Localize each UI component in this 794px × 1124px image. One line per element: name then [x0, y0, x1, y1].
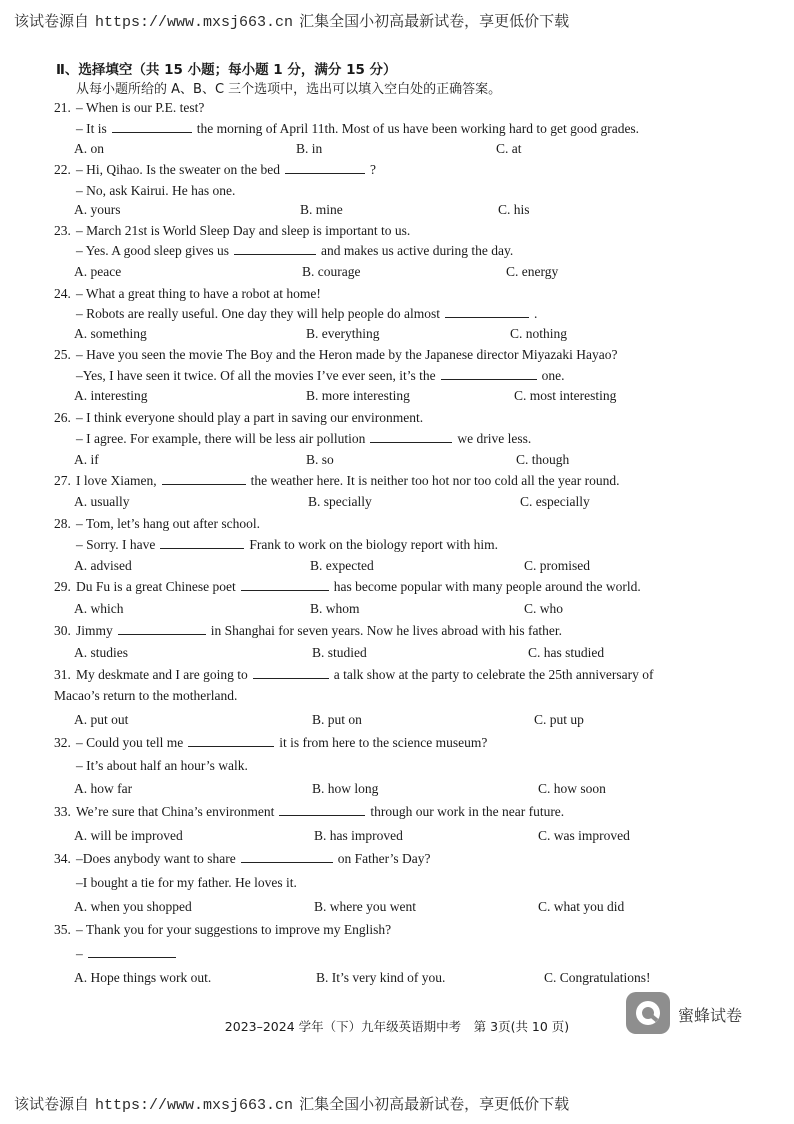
section-instruction: 从每小题所给的 A、B、C 三个选项中，选出可以填入空白处的正确答案。 [76, 82, 502, 97]
question-number: 23. [54, 223, 71, 238]
option-a[interactable]: A. Hope things work out. [74, 970, 212, 985]
q-logo-icon [626, 992, 670, 1034]
question-text: – It is [76, 121, 107, 136]
question-stem [54, 100, 204, 116]
question-text-after-blank: the morning of April 11th. Most of us have been working hard to get good grades. [196, 121, 640, 136]
question-stem [54, 223, 410, 239]
question-number: 24. [54, 286, 71, 301]
question-text: – I agree. For example, there will be less air pollution [76, 431, 366, 446]
option-a[interactable]: A. if [74, 452, 99, 467]
option-c[interactable]: C. promised [524, 558, 590, 573]
question-text: – Sorry. I have [76, 537, 156, 552]
question-line [76, 431, 531, 447]
question-stem [54, 347, 617, 363]
question-text: –Does anybody want to share [76, 851, 236, 866]
option-b[interactable]: B. put on [312, 712, 362, 727]
option-c[interactable]: C. how soon [538, 781, 606, 796]
question-stem [54, 922, 391, 938]
option-a[interactable]: A. usually [74, 494, 130, 509]
question-number: 29. [54, 579, 71, 594]
question-text-after-blank: Frank to work on the biology report with him. [249, 537, 498, 552]
answer-blank[interactable] [279, 804, 365, 816]
option-c[interactable]: C. especially [520, 494, 590, 509]
question-line [76, 121, 639, 137]
question-stem [54, 162, 376, 178]
question-text-after-blank: has become popular with many people around the world. [333, 579, 641, 594]
page-footer: 2023–2024 学年（下）九年级英语期中考 第 3页(共 10 页) [224, 1019, 570, 1034]
question-number: 22. [54, 162, 71, 177]
option-c[interactable]: C. energy [506, 264, 559, 279]
question-text: –I bought a tie for my father. He loves it. [76, 875, 297, 890]
option-a[interactable]: A. on [74, 141, 104, 156]
banner-prefix: 该试卷源自 [14, 12, 90, 30]
answer-blank[interactable] [285, 162, 365, 174]
question-number: 35. [54, 922, 71, 937]
question-text: – [76, 946, 83, 961]
option-a[interactable]: A. when you shopped [74, 899, 192, 914]
option-b[interactable]: B. specially [308, 494, 372, 509]
question-number: 31. [54, 667, 71, 682]
option-b[interactable]: B. so [306, 452, 334, 467]
question-text: – March 21st is World Sleep Day and sleep is important to us. [76, 223, 411, 238]
question-text-after-blank: in Shanghai for seven years. Now he lives abroad with his father. [210, 623, 563, 638]
option-b[interactable]: B. where you went [314, 899, 416, 914]
question-line [76, 537, 498, 553]
banner-url[interactable]: https://www.mxsj663.cn [95, 1097, 294, 1114]
option-b[interactable]: B. expected [310, 558, 374, 573]
question-number: 32. [54, 735, 71, 750]
answer-blank[interactable] [160, 537, 244, 549]
question-number: 30. [54, 623, 71, 638]
option-a[interactable]: A. advised [74, 558, 132, 573]
section-title: Ⅱ、选择填空（共 15 小题；每小题 1 分，满分 15 分） [56, 62, 397, 78]
answer-blank[interactable] [234, 243, 316, 255]
banner-prefix: 该试卷源自 [14, 1095, 90, 1113]
question-stem [54, 286, 321, 302]
option-b[interactable]: B. more interesting [306, 388, 410, 403]
option-a[interactable]: A. yours [74, 202, 121, 217]
logo-text: 蜜蜂试卷 [678, 1006, 743, 1025]
answer-blank[interactable] [441, 368, 537, 380]
answer-blank[interactable] [162, 473, 246, 485]
question-number: 25. [54, 347, 71, 362]
question-text: I love Xiamen, [76, 473, 157, 488]
question-text: – Robots are really useful. One day they will help people do almost [76, 306, 441, 321]
question-text: – Hi, Qihao. Is the sweater on the bed [76, 162, 280, 177]
option-a[interactable]: A. interesting [74, 388, 148, 403]
question-stem [54, 579, 641, 595]
option-a[interactable]: A. studies [74, 645, 128, 660]
question-text: Macao’s return to the motherland. [54, 688, 238, 703]
question-text: We’re sure that China’s environment [76, 804, 275, 819]
question-number: 21. [54, 100, 71, 115]
banner-suffix: 汇集全国小初高最新试卷，享更低价下载 [299, 12, 570, 30]
option-c[interactable]: C. though [516, 452, 570, 467]
question-text-after-blank: through our work in the near future. [370, 804, 565, 819]
option-b[interactable]: B. mine [300, 202, 343, 217]
question-text-after-blank: on Father’s Day? [337, 851, 431, 866]
question-text-after-blank: and makes us active during the day. [321, 243, 514, 258]
answer-blank[interactable] [188, 735, 274, 747]
question-text: – I think everyone should play a part in saving our environment. [76, 410, 424, 425]
source-banner-top [14, 10, 784, 32]
option-c[interactable]: C. his [498, 202, 530, 217]
option-b[interactable]: B. It’s very kind of you. [316, 970, 446, 985]
question-stem [54, 410, 423, 426]
question-number: 26. [54, 410, 71, 425]
question-line [76, 946, 181, 962]
answer-blank[interactable] [112, 121, 192, 133]
question-line [76, 758, 248, 774]
question-text-after-blank: . [534, 306, 538, 321]
option-c[interactable]: C. put up [534, 712, 584, 727]
option-a[interactable]: A. will be improved [74, 828, 183, 843]
answer-blank[interactable] [241, 851, 333, 863]
option-a[interactable]: A. how far [74, 781, 133, 796]
answer-blank[interactable] [445, 306, 529, 318]
question-text-after-blank: a talk show at the party to celebrate the 25th anniversary of [333, 667, 654, 682]
option-b[interactable]: B. everything [306, 326, 380, 341]
question-line [54, 688, 237, 704]
question-line [76, 875, 297, 891]
question-number: 27. [54, 473, 71, 488]
question-stem [54, 667, 653, 683]
question-number: 34. [54, 851, 71, 866]
question-text: – Thank you for your suggestions to improve my English? [76, 922, 392, 937]
option-b[interactable]: B. how long [312, 781, 379, 796]
question-text: – Could you tell me [76, 735, 184, 750]
question-stem [54, 473, 620, 489]
question-text: – Have you seen the movie The Boy and the Heron made by the Japanese director Miyazaki Hayao? [76, 347, 618, 362]
source-banner-bottom [14, 1093, 784, 1115]
option-a[interactable]: A. put out [74, 712, 129, 727]
question-stem [54, 804, 564, 820]
option-b[interactable]: B. whom [310, 601, 360, 616]
question-text-after-blank: we drive less. [457, 431, 532, 446]
question-stem [54, 735, 487, 751]
question-text: – Tom, let’s hang out after school. [76, 516, 261, 531]
question-text-after-blank: the weather here. It is neither too hot nor too cold all the year round. [250, 473, 620, 488]
question-line [76, 183, 235, 199]
answer-blank[interactable] [88, 946, 176, 958]
question-line [76, 368, 565, 384]
question-line [76, 306, 537, 322]
option-b[interactable]: B. courage [302, 264, 361, 279]
question-line [76, 243, 513, 259]
question-text: – No, ask Kairui. He has one. [76, 183, 236, 198]
question-number: 33. [54, 804, 71, 819]
question-text: –Yes, I have seen it twice. Of all the movies I’ve ever seen, it’s the [76, 368, 436, 383]
option-b[interactable]: B. has improved [314, 828, 403, 843]
option-a[interactable]: A. something [74, 326, 147, 341]
question-number: 28. [54, 516, 71, 531]
option-c[interactable]: C. who [524, 601, 564, 616]
option-a[interactable]: A. peace [74, 264, 122, 279]
question-text: – What a great thing to have a robot at home! [76, 286, 321, 301]
option-c[interactable]: C. most interesting [514, 388, 617, 403]
answer-blank[interactable] [370, 431, 452, 443]
question-stem [54, 851, 430, 867]
question-stem [54, 623, 562, 639]
question-text: Du Fu is a great Chinese poet [76, 579, 236, 594]
question-text-after-blank: it is from here to the science museum? [279, 735, 488, 750]
answer-blank[interactable] [253, 667, 329, 679]
option-c[interactable]: C. at [496, 141, 522, 156]
question-text: – When is our P.E. test? [76, 100, 205, 115]
option-a[interactable]: A. which [74, 601, 124, 616]
answer-blank[interactable] [118, 623, 206, 635]
question-stem [54, 516, 260, 532]
question-text: – It’s about half an hour’s walk. [76, 758, 248, 773]
banner-url[interactable]: https://www.mxsj663.cn [95, 14, 294, 31]
option-b[interactable]: B. in [296, 141, 323, 156]
banner-suffix: 汇集全国小初高最新试卷，享更低价下载 [299, 1095, 570, 1113]
option-b[interactable]: B. studied [312, 645, 367, 660]
option-c[interactable]: C. was improved [538, 828, 630, 843]
question-text: – Yes. A good sleep gives us [76, 243, 230, 258]
option-c[interactable]: C. has studied [528, 645, 605, 660]
question-text-after-blank: one. [541, 368, 565, 383]
question-text: My deskmate and I are going to [76, 667, 248, 682]
option-c[interactable]: C. Congratulations! [544, 970, 651, 985]
option-c[interactable]: C. what you did [538, 899, 625, 914]
question-text-after-blank: ? [369, 162, 376, 177]
question-text: Jimmy [76, 623, 113, 638]
answer-blank[interactable] [241, 579, 329, 591]
option-c[interactable]: C. nothing [510, 326, 568, 341]
